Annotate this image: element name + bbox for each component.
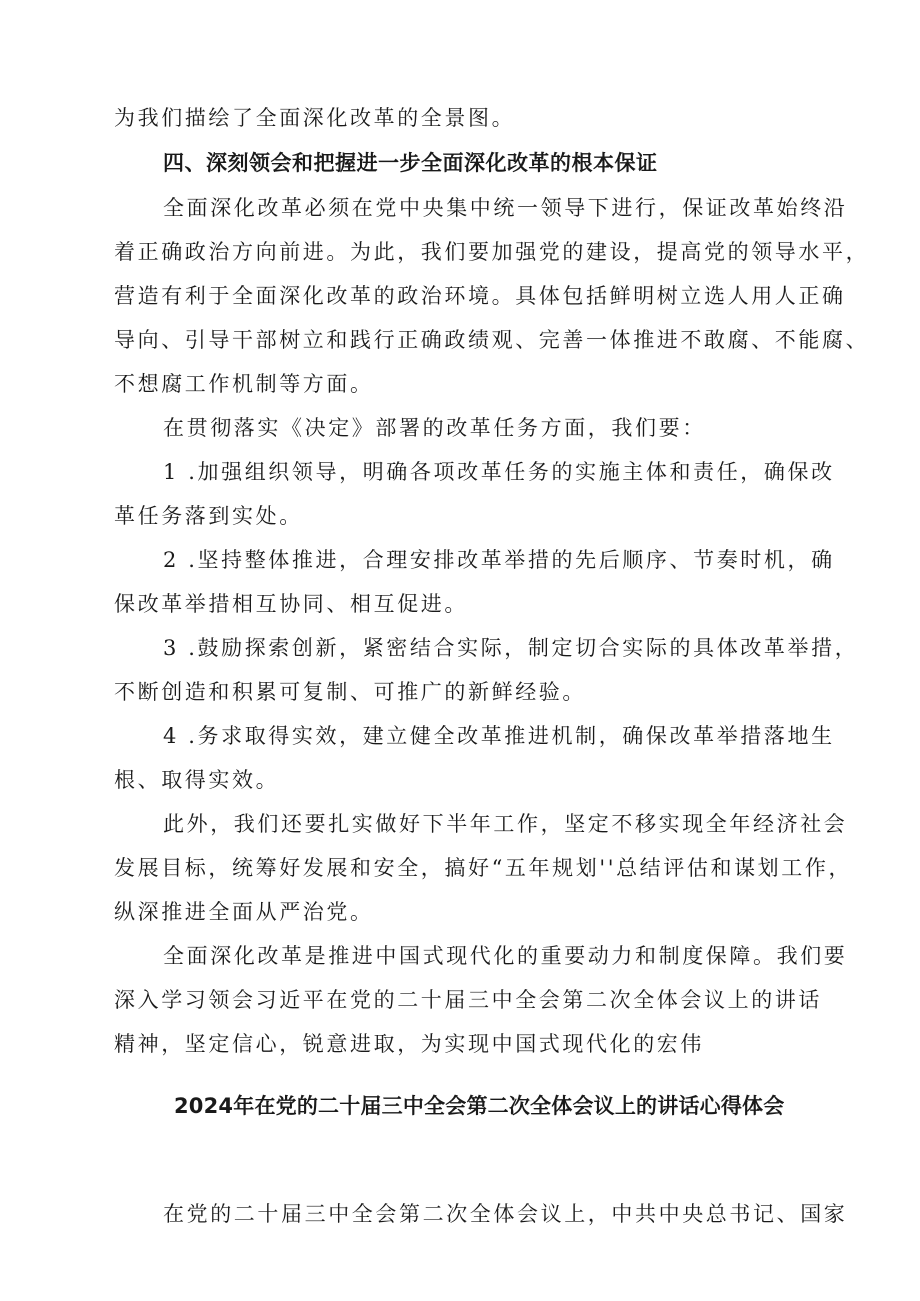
list-item-1 [114,450,835,538]
paragraph-additional-work [114,802,853,934]
paragraph-conclusion [114,934,848,1066]
text-line: 保改革举措相互协同、相互促进。 [114,592,468,616]
text-line: 不断创造和积累可复制、可推广的新鲜经验。 [114,680,586,704]
article-title: 2024年在党的二十届三中全会第二次全体会议上的讲话心得体会 [174,1094,785,1118]
text-line: 3 .鼓励探索创新，紧密结合实际，制定切合实际的具体改革举措， [163,636,859,660]
text-line: 此外，我们还要扎实做好下半年工作，坚定不移实现全年经济社会 [163,812,848,836]
text-line: 纵深推进全面从严治党。 [114,900,374,924]
text-line: 革任务落到实处。 [114,504,303,528]
text-line: 全面深化改革必须在党中央集中统一领导下进行，保证改革始终沿 [163,196,848,220]
text-line: 2 .坚持整体推进，合理安排改革举措的先后顺序、节奏时机，确 [163,548,835,572]
list-item-2 [114,538,835,626]
text-line: 营造有利于全面深化改革的政治环境。具体包括鲜明树立选人用人正确 [114,284,846,308]
text-line: 精神，坚定信心，锐意进取，为实现中国式现代化的宏伟 [114,1032,704,1056]
spacer [114,1130,828,1192]
text-line: 发展目标，统筹好发展和安全，搞好“五年规划''总结评估和谋划工作， [114,856,853,880]
text-line: 不想腐工作机制等方面。 [114,372,374,396]
intro-line: 为我们描绘了全面深化改革的全景图。 [114,106,516,130]
paragraph-opening [114,1192,848,1236]
paragraph-tasks-intro [114,406,828,450]
text-line: 1 .加强组织领导，明确各项改革任务的实施主体和责任，确保改 [163,460,835,484]
section-heading: 四、深刻领会和把握进一步全面深化改革的根本保证 [163,151,658,175]
text-line: 在贯彻落实《决定》部署的改革任务方面，我们要： [163,416,706,440]
text-line: 4 .务求取得实效，建立健全改革推进机制，确保改革举措落地生 [163,724,835,748]
text-line: 根、取得实效。 [114,768,280,792]
text-line: 深入学习领会习近平在党的二十届三中全会第二次全体会议上的讲话 [114,988,822,1012]
text-line: 在党的二十届三中全会第二次全体会议上，中共中央总书记、国家 [163,1202,848,1226]
list-item-3 [114,626,859,714]
text-line: 导向、引导干部树立和践行正确政绩观、完善一体推进不敢腐、不能腐、 [114,328,870,352]
text-line: 着正确政治方向前进。为此，我们要加强党的建设，提高党的领导水平， [114,240,870,264]
text-line: 全面深化改革是推进中国式现代化的重要动力和制度保障。我们要 [163,944,848,968]
list-item-4 [114,714,835,802]
paragraph-leadership [114,186,870,406]
